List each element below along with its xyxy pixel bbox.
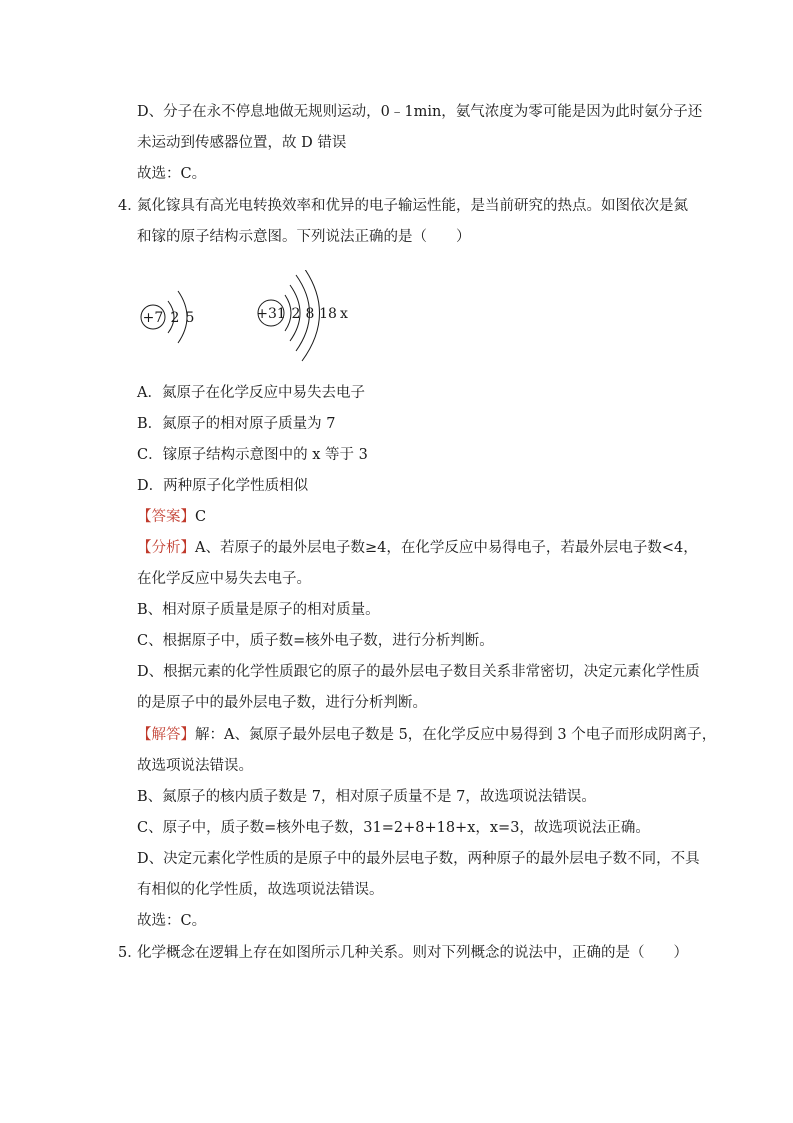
- q4-solution-d-line1: D、决定元素化学性质的是原子中的最外层电子数，两种原子的最外层电子数不同，不具: [137, 851, 700, 867]
- gallium-shell-3-count: 18: [319, 306, 337, 322]
- solution-label: 【解答】: [137, 727, 195, 743]
- q4-answer: [137, 507, 206, 527]
- gallium-nucleus-label: +31: [256, 306, 286, 322]
- q4-solution-a-line2: 故选项说法错误。: [137, 758, 253, 774]
- analysis-label: 【分析】: [137, 540, 195, 556]
- prev-option-d-line2: 未运动到传感器位置，故 D 错误: [137, 135, 347, 151]
- q4-solution-line1: [137, 725, 716, 745]
- atomic-structure-diagram: [130, 270, 390, 380]
- analysis-text-line1: A、若原子的最外层电子数≥4，在化学反应中易得电子，若最外层电子数<4，: [195, 540, 698, 556]
- q4-analysis-d-line1: D、根据元素的化学性质跟它的原子的最外层电子数目关系非常密切，决定元素化学性质: [137, 664, 700, 680]
- q4-stem-line2: 和镓的原子结构示意图。下列说法正确的是（ ）: [137, 229, 471, 245]
- nitrogen-atom-diagram: [141, 291, 194, 343]
- gallium-shell-2-count: 8: [305, 306, 315, 322]
- q5-stem: 化学概念在逻辑上存在如图所示几种关系。则对下列概念的说法中，正确的是（ ）: [137, 945, 688, 961]
- q5-number: 5．: [118, 945, 142, 961]
- q4-option-d: D．两种原子化学性质相似: [137, 478, 309, 494]
- q4-analysis-line2: 在化学反应中易失去电子。: [137, 571, 311, 587]
- q4-analysis-c: C、根据原子中，质子数=核外电子数，进行分析判断。: [137, 633, 494, 649]
- gallium-atom-diagram: [256, 270, 348, 361]
- answer-value: C: [195, 509, 207, 525]
- prev-conclusion: 故选：C。: [137, 166, 207, 182]
- solution-text-line1: 解：A、氮原子最外层电子数是 5，在化学反应中易得到 3 个电子而形成阴离子，: [195, 727, 717, 743]
- answer-label: 【答案】: [137, 509, 195, 525]
- q4-analysis-d-line2: 的是原子中的最外层电子数，进行分析判断。: [137, 695, 427, 711]
- q4-option-a: A．氮原子在化学反应中易失去电子: [137, 385, 365, 401]
- q4-analysis-line1: [137, 538, 698, 558]
- q4-number: 4．: [118, 198, 142, 214]
- nitrogen-shell-2-count: 5: [185, 310, 195, 326]
- q4-conclusion: 故选：C。: [137, 913, 207, 929]
- nitrogen-shell-1-count: 2: [170, 310, 180, 326]
- gallium-shell-arc-1: [285, 295, 291, 331]
- q4-analysis-b: B、相对原子质量是原子的相对质量。: [137, 602, 380, 618]
- gallium-shell-4-count: x: [340, 306, 348, 322]
- nitrogen-nucleus-label: +7: [142, 310, 164, 326]
- q4-solution-c: C、原子中，质子数=核外电子数，31=2+8+18+x，x=3，故选项说法正确。: [137, 820, 650, 836]
- q4-stem-line1: 氮化镓具有高光电转换效率和优异的电子输运性能，是当前研究的热点。如图依次是氮: [137, 198, 688, 214]
- prev-option-d-line1: D、分子在永不停息地做无规则运动，0﹣1min，氨气浓度为零可能是因为此时氨分子还: [137, 104, 703, 120]
- q4-solution-d-line2: 有相似的化学性质，故选项说法错误。: [137, 882, 384, 898]
- gallium-shell-1-count: 2: [291, 306, 301, 322]
- q4-solution-b: B、氮原子的核内质子数是 7，相对原子质量不是 7，故选项说法错误。: [137, 789, 596, 805]
- q4-option-c: C．镓原子结构示意图中的 x 等于 3: [137, 447, 368, 463]
- q4-option-b: B．氮原子的相对原子质量为 7: [137, 416, 336, 432]
